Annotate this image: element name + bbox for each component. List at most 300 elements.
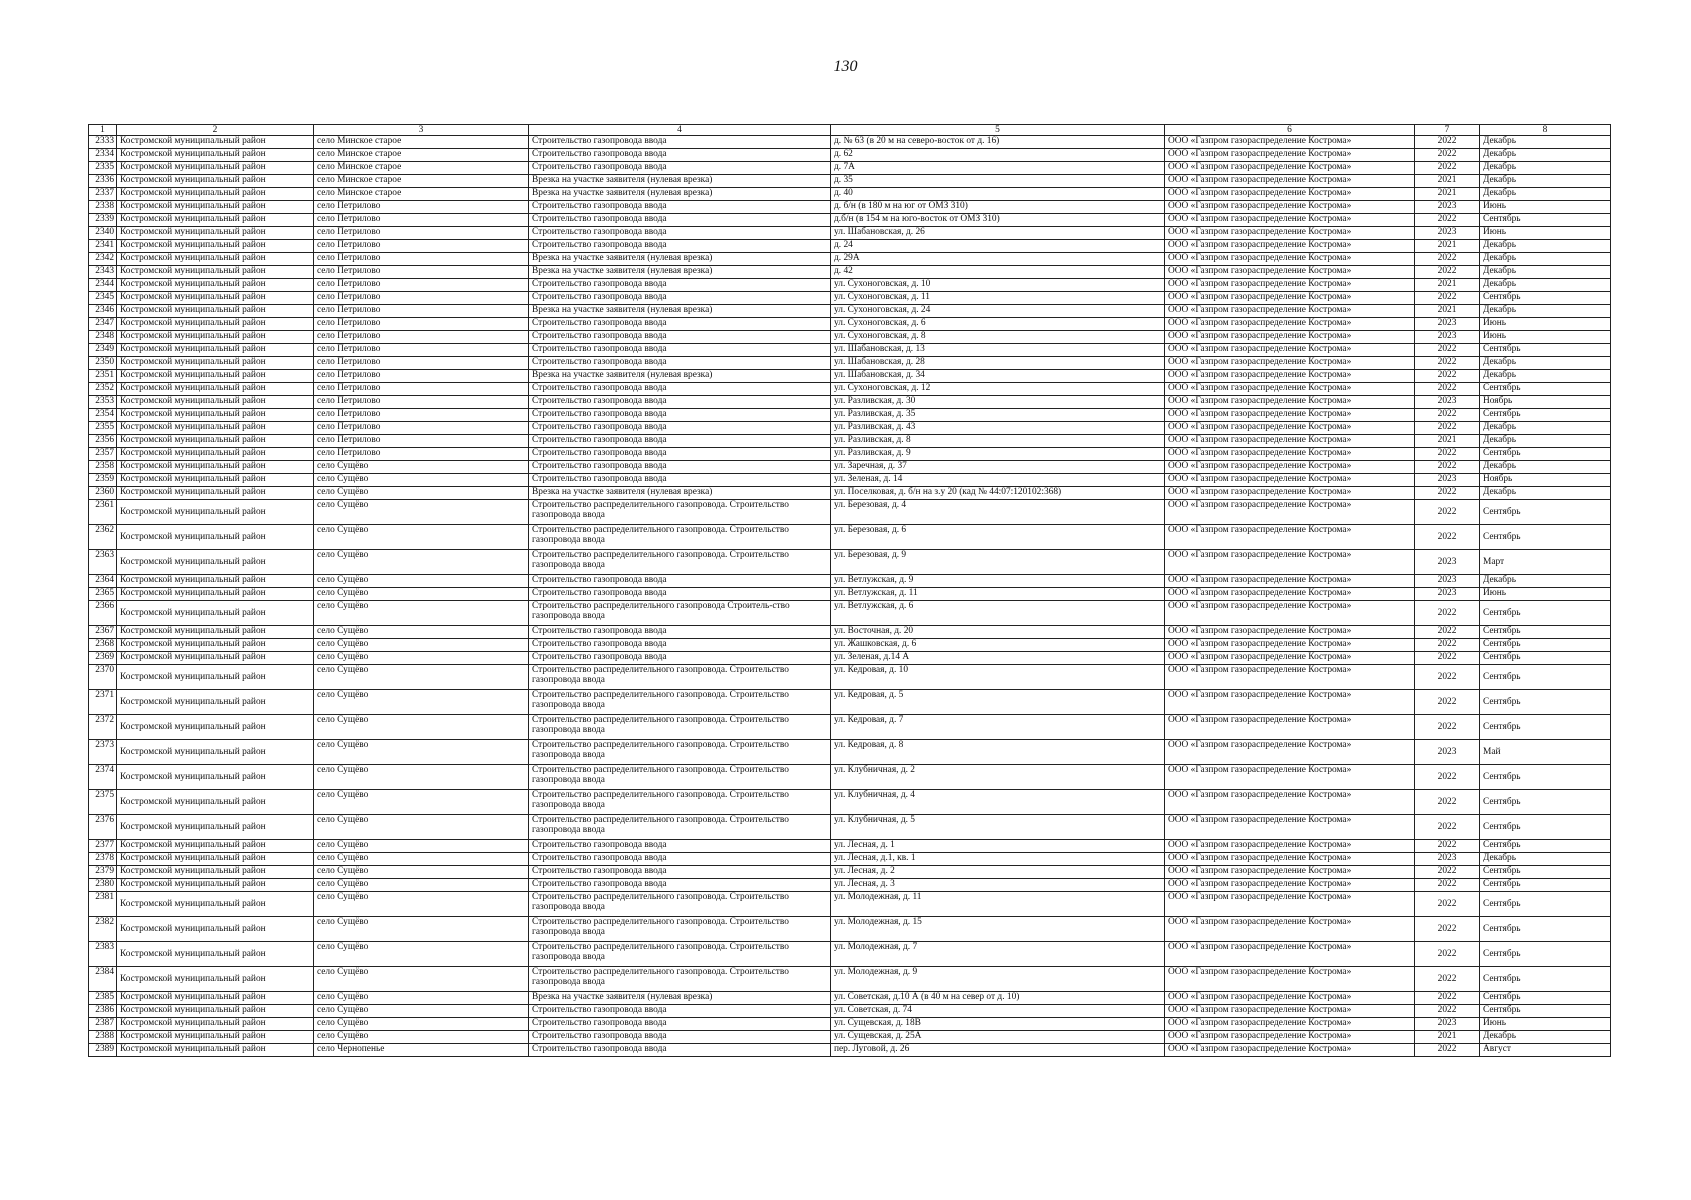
table-row (89, 227, 1611, 240)
row-number-cell: 2373 (89, 740, 117, 765)
district-cell: Костромской муниципальный район (117, 474, 314, 487)
settlement-cell: село Петрилово (314, 240, 529, 253)
settlement-cell: село Петрилово (314, 409, 529, 422)
settlement-cell: село Петрилово (314, 422, 529, 435)
table-row (89, 575, 1611, 588)
address-cell: ул. Сухоноговская, д. 12 (831, 383, 1165, 396)
district-cell: Костромской муниципальный район (117, 370, 314, 383)
organization-cell: ООО «Газпром газораспределение Кострома» (1165, 588, 1415, 601)
row-number-cell: 2357 (89, 448, 117, 461)
settlement-cell: село Петрилово (314, 435, 529, 448)
month-cell: Декабрь (1480, 487, 1611, 500)
address-cell: ул. Поселковая, д. б/н на з.у 20 (кад № 44:07:120102:368) (831, 487, 1165, 500)
work-type-cell: Строительство распределительного газопровода. Строительство газопровода ввода (529, 815, 831, 840)
address-cell: ул. Кедровая, д. 5 (831, 690, 1165, 715)
settlement-cell: село Сущёво (314, 500, 529, 525)
month-cell: Март (1480, 550, 1611, 575)
table-row (89, 525, 1611, 550)
table-row (89, 652, 1611, 665)
row-number-cell: 2380 (89, 879, 117, 892)
district-cell: Костромской муниципальный район (117, 1044, 314, 1057)
address-cell: ул. Разливская, д. 43 (831, 422, 1165, 435)
settlement-cell: село Сущёво (314, 866, 529, 879)
table-row (89, 639, 1611, 652)
month-cell: Сентябрь (1480, 409, 1611, 422)
month-cell: Сентябрь (1480, 214, 1611, 227)
district-cell: Костромской муниципальный район (117, 305, 314, 318)
district-cell: Костромской муниципальный район (117, 866, 314, 879)
work-type-cell: Врезка на участке заявителя (нулевая врезка) (529, 992, 831, 1005)
row-number-cell: 2387 (89, 1018, 117, 1031)
organization-cell: ООО «Газпром газораспределение Кострома» (1165, 550, 1415, 575)
address-cell: д. № 63 (в 20 м на северо-восток от д. 16) (831, 136, 1165, 149)
organization-cell: ООО «Газпром газораспределение Кострома» (1165, 461, 1415, 474)
settlement-cell: село Петрилово (314, 448, 529, 461)
work-type-cell: Строительство распределительного газопровода. Строительство газопровода ввода (529, 690, 831, 715)
district-cell: Костромской муниципальный район (117, 1031, 314, 1044)
district-cell: Костромской муниципальный район (117, 992, 314, 1005)
settlement-cell: село Сущёво (314, 1005, 529, 1018)
row-number-cell: 2370 (89, 665, 117, 690)
district-cell: Костромской муниципальный район (117, 357, 314, 370)
row-number-cell: 2389 (89, 1044, 117, 1057)
month-cell: Ноябрь (1480, 396, 1611, 409)
table-row (89, 396, 1611, 409)
table-row (89, 917, 1611, 942)
settlement-cell: село Петрилово (314, 214, 529, 227)
table-row (89, 292, 1611, 305)
year-cell: 2022 (1415, 866, 1480, 879)
settlement-cell: село Петрилово (314, 331, 529, 344)
table-body (89, 136, 1611, 1057)
row-number-cell: 2346 (89, 305, 117, 318)
table-row (89, 331, 1611, 344)
organization-cell: ООО «Газпром газораспределение Кострома» (1165, 214, 1415, 227)
month-cell: Сентябрь (1480, 665, 1611, 690)
month-cell: Декабрь (1480, 136, 1611, 149)
address-cell: ул. Молодежная, д. 11 (831, 892, 1165, 917)
row-number-cell: 2383 (89, 942, 117, 967)
work-type-cell: Врезка на участке заявителя (нулевая врезка) (529, 487, 831, 500)
district-cell: Костромской муниципальный район (117, 461, 314, 474)
work-type-cell: Врезка на участке заявителя (нулевая врезка) (529, 305, 831, 318)
year-cell: 2022 (1415, 690, 1480, 715)
year-cell: 2022 (1415, 815, 1480, 840)
month-cell: Декабрь (1480, 370, 1611, 383)
row-number-cell: 2366 (89, 601, 117, 626)
district-cell: Костромской муниципальный район (117, 175, 314, 188)
settlement-cell: село Петрилово (314, 318, 529, 331)
district-cell: Костромской муниципальный район (117, 318, 314, 331)
page-number: 130 (833, 58, 858, 75)
work-type-cell: Строительство газопровода ввода (529, 422, 831, 435)
year-cell: 2021 (1415, 1031, 1480, 1044)
organization-cell: ООО «Газпром газораспределение Кострома» (1165, 344, 1415, 357)
row-number-cell: 2361 (89, 500, 117, 525)
year-cell: 2022 (1415, 715, 1480, 740)
district-cell: Костромской муниципальный район (117, 892, 314, 917)
year-cell: 2023 (1415, 588, 1480, 601)
work-type-cell: Врезка на участке заявителя (нулевая врезка) (529, 175, 831, 188)
work-type-cell: Строительство газопровода ввода (529, 626, 831, 639)
table-row (89, 790, 1611, 815)
address-cell: ул. Заречная, д. 37 (831, 461, 1165, 474)
year-cell: 2022 (1415, 652, 1480, 665)
gasification-table (88, 124, 1611, 1057)
work-type-cell: Строительство газопровода ввода (529, 588, 831, 601)
month-cell: Июнь (1480, 588, 1611, 601)
district-cell: Костромской муниципальный район (117, 942, 314, 967)
organization-cell: ООО «Газпром газораспределение Кострома» (1165, 305, 1415, 318)
table-row (89, 175, 1611, 188)
table-row (89, 626, 1611, 639)
year-cell: 2022 (1415, 500, 1480, 525)
table-row (89, 866, 1611, 879)
row-number-cell: 2355 (89, 422, 117, 435)
organization-cell: ООО «Газпром газораспределение Кострома» (1165, 1044, 1415, 1057)
organization-cell: ООО «Газпром газораспределение Кострома» (1165, 227, 1415, 240)
table-row (89, 240, 1611, 253)
year-cell: 2023 (1415, 201, 1480, 214)
table-row (89, 149, 1611, 162)
address-cell: ул. Сухоноговская, д. 24 (831, 305, 1165, 318)
year-cell: 2022 (1415, 448, 1480, 461)
work-type-cell: Строительство газопровода ввода (529, 201, 831, 214)
table-row (89, 253, 1611, 266)
row-number-cell: 2350 (89, 357, 117, 370)
column-header: 6 (1165, 125, 1415, 136)
month-cell: Декабрь (1480, 240, 1611, 253)
row-number-cell: 2334 (89, 149, 117, 162)
work-type-cell: Строительство газопровода ввода (529, 879, 831, 892)
organization-cell: ООО «Газпром газораспределение Кострома» (1165, 500, 1415, 525)
address-cell: ул. Березовая, д. 4 (831, 500, 1165, 525)
district-cell: Костромской муниципальный район (117, 550, 314, 575)
address-cell: ул. Жашковская, д. 6 (831, 639, 1165, 652)
organization-cell: ООО «Газпром газораспределение Кострома» (1165, 331, 1415, 344)
row-number-cell: 2372 (89, 715, 117, 740)
table-row (89, 383, 1611, 396)
address-cell: ул. Разливская, д. 8 (831, 435, 1165, 448)
year-cell: 2022 (1415, 626, 1480, 639)
month-cell: Июнь (1480, 318, 1611, 331)
district-cell: Костромской муниципальный район (117, 383, 314, 396)
address-cell: пер. Луговой, д. 26 (831, 1044, 1165, 1057)
district-cell: Костромской муниципальный район (117, 188, 314, 201)
organization-cell: ООО «Газпром газораспределение Кострома» (1165, 765, 1415, 790)
month-cell: Сентябрь (1480, 500, 1611, 525)
month-cell: Декабрь (1480, 266, 1611, 279)
organization-cell: ООО «Газпром газораспределение Кострома» (1165, 409, 1415, 422)
district-cell: Костромской муниципальный район (117, 253, 314, 266)
table-row (89, 992, 1611, 1005)
month-cell: Ноябрь (1480, 474, 1611, 487)
row-number-cell: 2369 (89, 652, 117, 665)
organization-cell: ООО «Газпром газораспределение Кострома» (1165, 383, 1415, 396)
address-cell: ул. Шабановская, д. 28 (831, 357, 1165, 370)
district-cell: Костромской муниципальный район (117, 575, 314, 588)
organization-cell: ООО «Газпром газораспределение Кострома» (1165, 162, 1415, 175)
row-number-cell: 2335 (89, 162, 117, 175)
settlement-cell: село Сущёво (314, 740, 529, 765)
row-number-cell: 2338 (89, 201, 117, 214)
district-cell: Костромской муниципальный район (117, 601, 314, 626)
district-cell: Костромской муниципальный район (117, 136, 314, 149)
district-cell: Костромской муниципальный район (117, 715, 314, 740)
address-cell: ул. Кедровая, д. 7 (831, 715, 1165, 740)
work-type-cell: Строительство газопровода ввода (529, 575, 831, 588)
work-type-cell: Строительство газопровода ввода (529, 1005, 831, 1018)
settlement-cell: село Сущёво (314, 715, 529, 740)
organization-cell: ООО «Газпром газораспределение Кострома» (1165, 652, 1415, 665)
table-row (89, 136, 1611, 149)
district-cell: Костромской муниципальный район (117, 879, 314, 892)
organization-cell: ООО «Газпром газораспределение Кострома» (1165, 815, 1415, 840)
settlement-cell: село Сущёво (314, 474, 529, 487)
month-cell: Сентябрь (1480, 525, 1611, 550)
district-cell: Костромской муниципальный район (117, 435, 314, 448)
organization-cell: ООО «Газпром газораспределение Кострома» (1165, 690, 1415, 715)
district-cell: Костромской муниципальный район (117, 588, 314, 601)
month-cell: Декабрь (1480, 357, 1611, 370)
column-header: 4 (529, 125, 831, 136)
work-type-cell: Строительство распределительного газопровода. Строительство газопровода ввода (529, 740, 831, 765)
settlement-cell: село Сущёво (314, 942, 529, 967)
month-cell: Декабрь (1480, 422, 1611, 435)
table-row (89, 892, 1611, 917)
year-cell: 2022 (1415, 892, 1480, 917)
row-number-cell: 2376 (89, 815, 117, 840)
year-cell: 2022 (1415, 214, 1480, 227)
district-cell: Костромской муниципальный район (117, 396, 314, 409)
settlement-cell: село Сущёво (314, 626, 529, 639)
year-cell: 2022 (1415, 409, 1480, 422)
address-cell: ул. Молодежная, д. 9 (831, 967, 1165, 992)
organization-cell: ООО «Газпром газораспределение Кострома» (1165, 149, 1415, 162)
year-cell: 2022 (1415, 487, 1480, 500)
address-cell: ул. Кедровая, д. 8 (831, 740, 1165, 765)
row-number-cell: 2368 (89, 639, 117, 652)
work-type-cell: Строительство газопровода ввода (529, 396, 831, 409)
row-number-cell: 2379 (89, 866, 117, 879)
organization-cell: ООО «Газпром газораспределение Кострома» (1165, 665, 1415, 690)
district-cell: Костромской муниципальный район (117, 266, 314, 279)
work-type-cell: Строительство газопровода ввода (529, 409, 831, 422)
settlement-cell: село Сущёво (314, 992, 529, 1005)
row-number-cell: 2345 (89, 292, 117, 305)
month-cell: Июнь (1480, 227, 1611, 240)
organization-cell: ООО «Газпром газораспределение Кострома» (1165, 639, 1415, 652)
year-cell: 2023 (1415, 740, 1480, 765)
settlement-cell: село Минское старое (314, 136, 529, 149)
settlement-cell: село Петрилово (314, 357, 529, 370)
work-type-cell: Строительство газопровода ввода (529, 331, 831, 344)
table-row (89, 370, 1611, 383)
table-row (89, 1005, 1611, 1018)
address-cell: д. 62 (831, 149, 1165, 162)
year-cell: 2022 (1415, 383, 1480, 396)
organization-cell: ООО «Газпром газораспределение Кострома» (1165, 370, 1415, 383)
organization-cell: ООО «Газпром газораспределение Кострома» (1165, 201, 1415, 214)
organization-cell: ООО «Газпром газораспределение Кострома» (1165, 525, 1415, 550)
month-cell: Сентябрь (1480, 639, 1611, 652)
year-cell: 2023 (1415, 853, 1480, 866)
district-cell: Костромской муниципальный район (117, 201, 314, 214)
organization-cell: ООО «Газпром газораспределение Кострома» (1165, 279, 1415, 292)
month-cell: Сентябрь (1480, 790, 1611, 815)
district-cell: Костромской муниципальный район (117, 279, 314, 292)
district-cell: Костромской муниципальный район (117, 967, 314, 992)
district-cell: Костромской муниципальный район (117, 690, 314, 715)
row-number-cell: 2348 (89, 331, 117, 344)
month-cell: Декабрь (1480, 305, 1611, 318)
organization-cell: ООО «Газпром газораспределение Кострома» (1165, 879, 1415, 892)
settlement-cell: село Сущёво (314, 853, 529, 866)
row-number-cell: 2353 (89, 396, 117, 409)
row-number-cell: 2367 (89, 626, 117, 639)
year-cell: 2022 (1415, 917, 1480, 942)
table-row (89, 162, 1611, 175)
row-number-cell: 2377 (89, 840, 117, 853)
address-cell: ул. Клубничная, д. 2 (831, 765, 1165, 790)
row-number-cell: 2371 (89, 690, 117, 715)
settlement-cell: село Сущёво (314, 525, 529, 550)
work-type-cell: Строительство газопровода ввода (529, 357, 831, 370)
month-cell: Сентябрь (1480, 992, 1611, 1005)
year-cell: 2022 (1415, 639, 1480, 652)
row-number-cell: 2378 (89, 853, 117, 866)
row-number-cell: 2347 (89, 318, 117, 331)
table-row (89, 474, 1611, 487)
row-number-cell: 2356 (89, 435, 117, 448)
settlement-cell: село Сущёво (314, 967, 529, 992)
row-number-cell: 2351 (89, 370, 117, 383)
district-cell: Костромской муниципальный район (117, 1005, 314, 1018)
district-cell: Костромской муниципальный район (117, 227, 314, 240)
column-header: 5 (831, 125, 1165, 136)
month-cell: Сентябрь (1480, 879, 1611, 892)
organization-cell: ООО «Газпром газораспределение Кострома» (1165, 790, 1415, 815)
organization-cell: ООО «Газпром газораспределение Кострома» (1165, 292, 1415, 305)
month-cell: Сентябрь (1480, 690, 1611, 715)
month-cell: Сентябрь (1480, 840, 1611, 853)
table-row (89, 967, 1611, 992)
organization-cell: ООО «Газпром газораспределение Кострома» (1165, 136, 1415, 149)
year-cell: 2023 (1415, 331, 1480, 344)
work-type-cell: Строительство газопровода ввода (529, 240, 831, 253)
work-type-cell: Строительство газопровода ввода (529, 136, 831, 149)
settlement-cell: село Петрилово (314, 227, 529, 240)
district-cell: Костромской муниципальный район (117, 740, 314, 765)
year-cell: 2022 (1415, 162, 1480, 175)
year-cell: 2022 (1415, 601, 1480, 626)
work-type-cell: Строительство газопровода ввода (529, 292, 831, 305)
table-row (89, 500, 1611, 525)
month-cell: Декабрь (1480, 175, 1611, 188)
district-cell: Костромской муниципальный район (117, 422, 314, 435)
organization-cell: ООО «Газпром газораспределение Кострома» (1165, 1031, 1415, 1044)
settlement-cell: село Сущёво (314, 461, 529, 474)
month-cell: Сентябрь (1480, 866, 1611, 879)
settlement-cell: село Сущёво (314, 917, 529, 942)
work-type-cell: Строительство газопровода ввода (529, 344, 831, 357)
year-cell: 2022 (1415, 357, 1480, 370)
settlement-cell: село Минское старое (314, 175, 529, 188)
month-cell: Сентябрь (1480, 967, 1611, 992)
work-type-cell: Строительство распределительного газопровода. Строительство газопровода ввода (529, 967, 831, 992)
year-cell: 2023 (1415, 227, 1480, 240)
settlement-cell: село Сущёво (314, 790, 529, 815)
year-cell: 2022 (1415, 461, 1480, 474)
table-row (89, 853, 1611, 866)
district-cell: Костромской муниципальный район (117, 1018, 314, 1031)
district-cell: Костромской муниципальный район (117, 331, 314, 344)
address-cell: ул. Сухоноговская, д. 10 (831, 279, 1165, 292)
settlement-cell: село Петрилово (314, 396, 529, 409)
row-number-cell: 2384 (89, 967, 117, 992)
month-cell: Сентябрь (1480, 917, 1611, 942)
district-cell: Костромской муниципальный район (117, 292, 314, 305)
table-row (89, 715, 1611, 740)
district-cell: Костромской муниципальный район (117, 840, 314, 853)
table-row (89, 1031, 1611, 1044)
organization-cell: ООО «Газпром газораспределение Кострома» (1165, 318, 1415, 331)
settlement-cell: село Петрилово (314, 305, 529, 318)
organization-cell: ООО «Газпром газораспределение Кострома» (1165, 188, 1415, 201)
address-cell: д. б/н (в 180 м на юг от ОМЗ 310) (831, 201, 1165, 214)
year-cell: 2022 (1415, 665, 1480, 690)
settlement-cell: село Петрилово (314, 344, 529, 357)
work-type-cell: Строительство распределительного газопровода. Строительство газопровода ввода (529, 790, 831, 815)
settlement-cell: село Сущёво (314, 639, 529, 652)
settlement-cell: село Петрилово (314, 253, 529, 266)
organization-cell: ООО «Газпром газораспределение Кострома» (1165, 253, 1415, 266)
address-cell: ул. Зеленая, д.14 А (831, 652, 1165, 665)
organization-cell: ООО «Газпром газораспределение Кострома» (1165, 1018, 1415, 1031)
year-cell: 2021 (1415, 279, 1480, 292)
work-type-cell: Врезка на участке заявителя (нулевая врезка) (529, 188, 831, 201)
settlement-cell: село Петрилово (314, 201, 529, 214)
organization-cell: ООО «Газпром газораспределение Кострома» (1165, 474, 1415, 487)
year-cell: 2022 (1415, 840, 1480, 853)
work-type-cell: Строительство распределительного газопровода. Строительство газопровода ввода (529, 765, 831, 790)
organization-cell: ООО «Газпром газораспределение Кострома» (1165, 601, 1415, 626)
month-cell: Сентябрь (1480, 765, 1611, 790)
month-cell: Июнь (1480, 1018, 1611, 1031)
year-cell: 2021 (1415, 175, 1480, 188)
address-cell: ул. Лесная, д. 1 (831, 840, 1165, 853)
month-cell: Сентябрь (1480, 601, 1611, 626)
table-row (89, 942, 1611, 967)
settlement-cell: село Сущёво (314, 588, 529, 601)
month-cell: Май (1480, 740, 1611, 765)
table-row (89, 435, 1611, 448)
address-cell: ул. Разливская, д. 35 (831, 409, 1165, 422)
month-cell: Июнь (1480, 331, 1611, 344)
organization-cell: ООО «Газпром газораспределение Кострома» (1165, 575, 1415, 588)
address-cell: д. 40 (831, 188, 1165, 201)
address-cell: д. 29А (831, 253, 1165, 266)
district-cell: Костромской муниципальный район (117, 765, 314, 790)
organization-cell: ООО «Газпром газораспределение Кострома» (1165, 740, 1415, 765)
column-header: 3 (314, 125, 529, 136)
row-number-cell: 2386 (89, 1005, 117, 1018)
work-type-cell: Строительство газопровода ввода (529, 1018, 831, 1031)
year-cell: 2023 (1415, 474, 1480, 487)
work-type-cell: Строительство распределительного газопровода. Строительство газопровода ввода (529, 715, 831, 740)
row-number-cell: 2362 (89, 525, 117, 550)
month-cell: Сентябрь (1480, 892, 1611, 917)
